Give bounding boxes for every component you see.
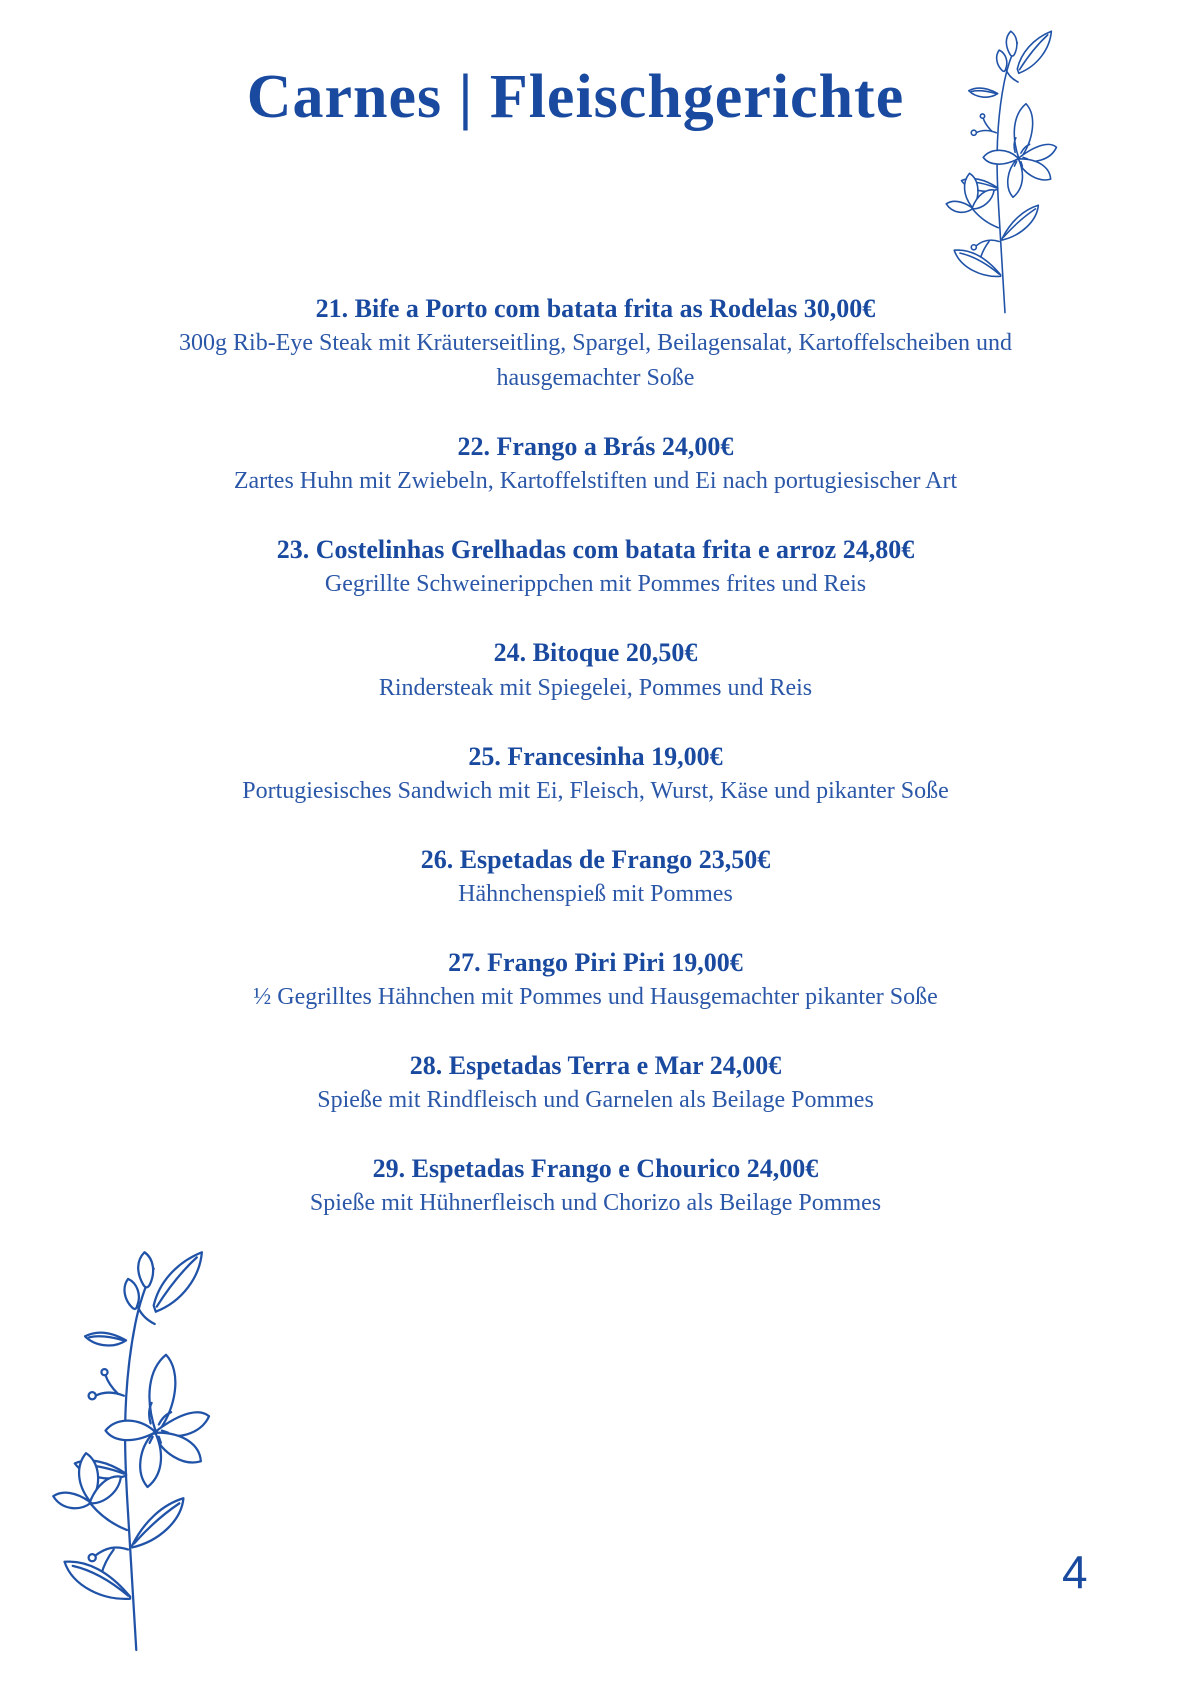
menu-item-title: 29. Espetadas Frango e Chourico 24,00€ <box>372 1154 819 1184</box>
menu-item-description: Spieße mit Rindfleisch und Garnelen als Beilage Pommes <box>317 1087 874 1113</box>
menu-item-description: Zartes Huhn mit Zwiebeln, Kartoffelstiften und Ei nach portugiesischer Art <box>233 468 958 495</box>
menu-item-description: Portugiesisches Sandwich mit Ei, Fleisch, Wurst, Käse und pikanter Soße <box>242 777 949 804</box>
menu-item-title: 26. Espetadas de Frango 23,50€ <box>420 844 771 874</box>
menu-item-title: 23. Costelinhas Grelhadas com batata frita e arroz 24,80€ <box>276 535 915 565</box>
menu-item <box>317 1048 874 1118</box>
menu-item-title: 27. Frango Piri Piri 19,00€ <box>448 947 743 977</box>
menu-item <box>146 291 1046 396</box>
menu-item-description: 300g Rib-Eye Steak mit Kräuterseitling, Spargel, Beilagensalat, Kartoffelscheiben und hausgemachter Soße <box>179 330 1012 392</box>
menu-item-title: 28. Espetadas Terra e Mar 24,00€ <box>409 1050 782 1080</box>
page-header <box>0 0 1191 133</box>
menu-item-title: 22. Frango a Brás 24,00€ <box>457 432 734 462</box>
page-title: Carnes | Fleischgerichte <box>246 63 905 131</box>
menu-item <box>277 532 914 602</box>
flower-decoration-icon <box>34 1242 216 1652</box>
menu-item <box>310 1151 881 1221</box>
menu-item-title: 24. Bitoque 20,50€ <box>493 638 698 668</box>
page-number: 4 <box>1062 1546 1088 1598</box>
menu-item-title: 21. Bife a Porto com batata frita as Rodelas 30,00€ <box>315 294 876 323</box>
menu-item-title: 25. Francesinha 19,00€ <box>468 741 723 771</box>
menu-item <box>234 429 957 499</box>
menu-item-description: Rindersteak mit Spiegelei, Pommes und Reis <box>378 674 813 701</box>
menu-item <box>253 945 938 1015</box>
menu-item-description: Hähnchenspieß mit Pommes <box>458 880 733 907</box>
menu-item <box>379 635 812 705</box>
menu-list <box>0 291 1191 1221</box>
menu-item-description: ½ Gegrilltes Hähnchen mit Pommes und Hausgemachter pikanter Soße <box>253 983 938 1010</box>
menu-item <box>421 842 771 912</box>
menu-item <box>242 739 949 809</box>
menu-item-description: Gegrillte Schweinerippchen mit Pommes frites und Reis <box>324 571 867 598</box>
menu-item-description: Spieße mit Hühnerfleisch und Chorizo als Beilage Pommes <box>309 1190 882 1217</box>
